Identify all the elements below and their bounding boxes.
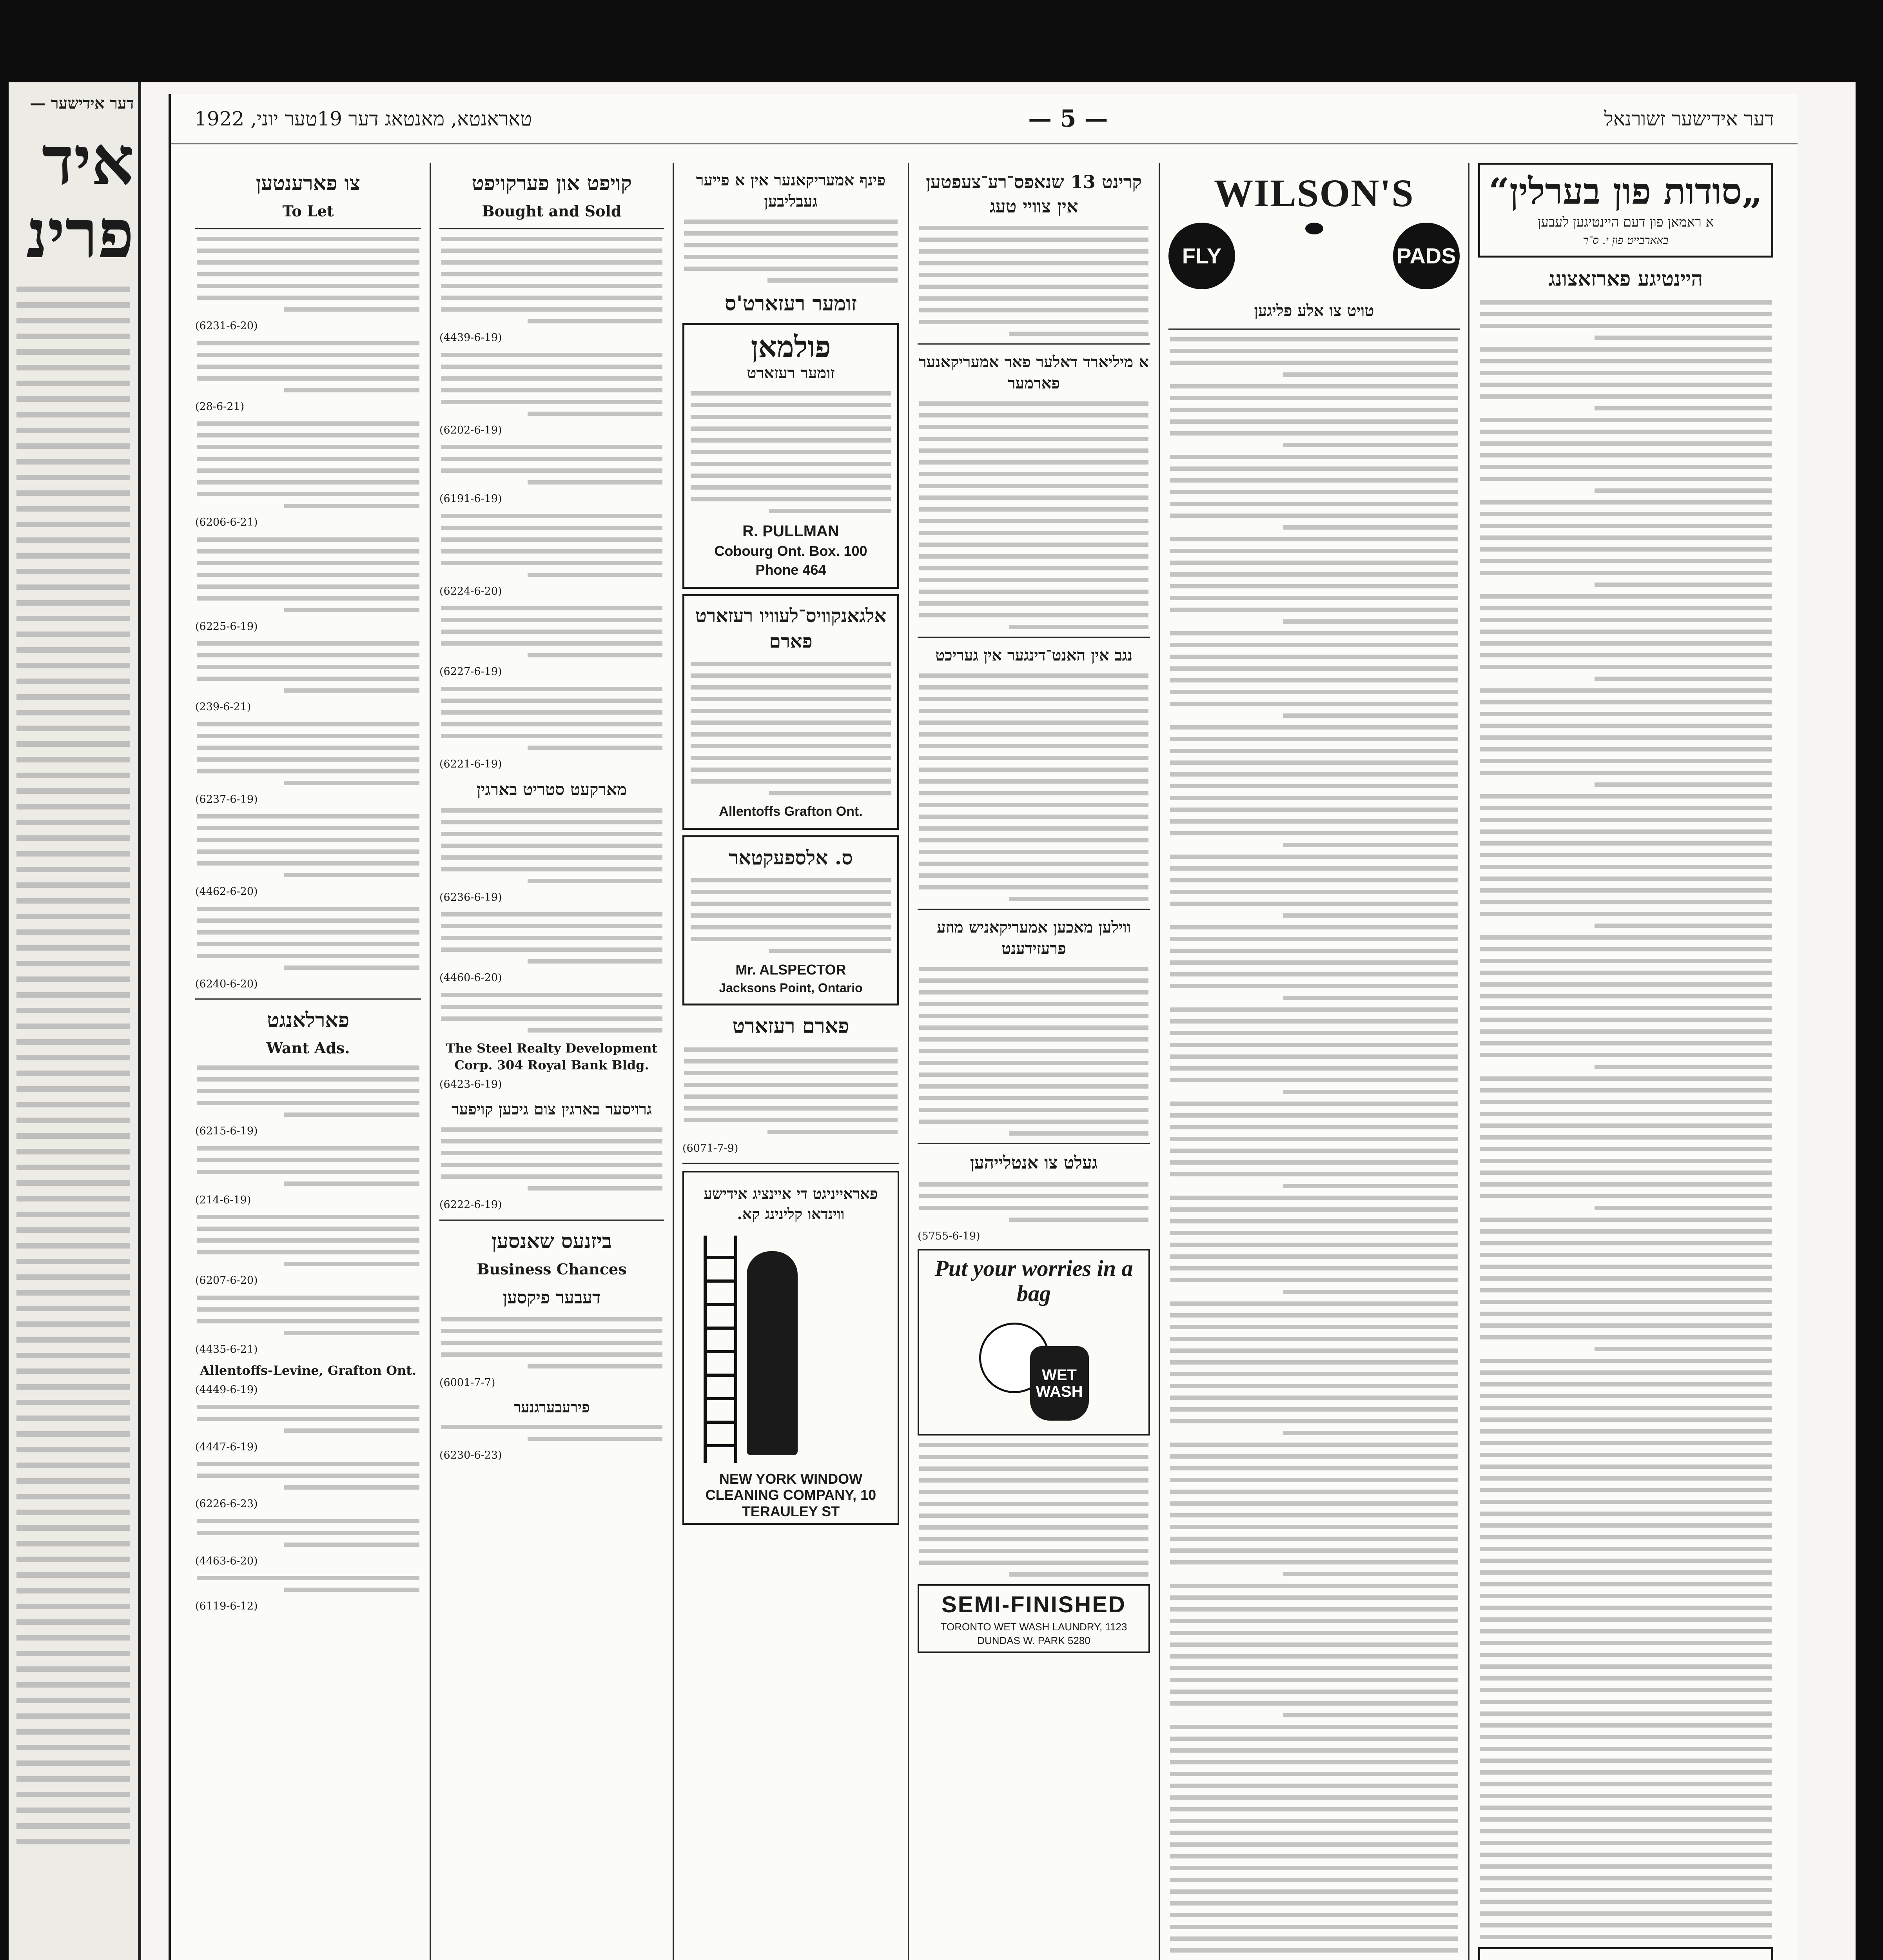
wilsons-tagline: טויט צו אלע פליגען [1254, 301, 1374, 320]
wilsons-brand: WILSON'S [1214, 171, 1414, 215]
classified-text [195, 341, 421, 392]
fire-headline: פינף אמעריקאנער אין א פייער געבליבען [696, 171, 886, 211]
classified-text [439, 1127, 664, 1191]
classified-text [439, 808, 664, 883]
divider [918, 909, 1150, 910]
semi-finished-ad [918, 1584, 1150, 1653]
classified-text [195, 1576, 421, 1592]
classified-id: (4462-6-20) [195, 886, 258, 898]
loan-notice-heading: געלט צו אנטלייהען [970, 1153, 1098, 1173]
fire-text [682, 220, 899, 283]
business-chances-heading: ביזנעס שאנסען [492, 1229, 612, 1253]
grocery-bargain-heading: גרויסער בארגין צום גיכען קויפער [451, 1100, 652, 1119]
alspector-text [689, 878, 893, 953]
divider [1168, 328, 1460, 330]
semi-finished-address: TORONTO WET WASH LAUNDRY, 1123 DUNDAS W. PARK 5280 [940, 1621, 1127, 1646]
news-text-2 [1168, 808, 1460, 1960]
to-let-heading: צו פארענטען [256, 171, 361, 195]
serial-heading-box [1478, 163, 1773, 258]
journal-ad-headline [1486, 1958, 1765, 1960]
classified-id: (6225-6-19) [195, 620, 258, 633]
classified-text [195, 1215, 421, 1266]
classified-id: (28-6-21) [195, 400, 245, 413]
classified-id: (4435-6-21) [195, 1343, 258, 1356]
steel-realty-ad: The Steel Realty Development Corp. 304 Royal Bank Bldg. [446, 1040, 658, 1073]
classified-text [195, 1146, 421, 1186]
viewer-top-border [0, 0, 1883, 82]
classified-id: (214-6-19) [195, 1194, 251, 1206]
classified-id: (6222-6-19) [439, 1199, 502, 1211]
classified-text [195, 237, 421, 312]
to-let-english: To Let [282, 202, 334, 220]
lake-resort-title: אלגאנקוויס־לעוויו רעזארט פארם [695, 605, 887, 652]
classified-text [439, 912, 664, 964]
columns-container [187, 163, 1782, 1960]
classified-id: (6240-6-20) [195, 978, 258, 990]
window-cleaning-ad [682, 1171, 899, 1525]
classified-id: (6215-6-19) [195, 1125, 258, 1138]
fur-heading: פירעבערגנער [513, 1398, 590, 1416]
window-cleaner-illustration [688, 1228, 894, 1471]
news-headline-4: ווילען מאכען אמעריקאניש מוזע פרעזידענט [937, 918, 1131, 958]
fly-badge: FLY [1168, 223, 1235, 289]
column-headlines [908, 163, 1159, 1960]
classified-text [195, 1405, 421, 1433]
classified-text [195, 1065, 421, 1117]
classified-text [439, 237, 664, 323]
fly-pads-badges [1168, 223, 1460, 289]
classified-text [195, 722, 421, 785]
adjacent-page-text [16, 287, 130, 1844]
folio-date: טאראנטא, מאנטאג דער 19טער יוני, 1922 [194, 107, 532, 130]
alspector-address: Jacksons Point, Ontario [719, 980, 863, 995]
bought-sold-heading: קויפט און פערקויפט [472, 171, 632, 195]
classified-id: (4439-6-19) [439, 332, 502, 344]
newspaper-page [169, 94, 1798, 1960]
classified-id: (6230-6-23) [439, 1449, 502, 1461]
viewer-right-border [1856, 0, 1883, 1960]
classified-id: (6206-6-21) [195, 516, 258, 529]
page-folio [171, 94, 1798, 145]
classified-id: (4460-6-20) [439, 972, 502, 984]
news-headline-3: נגב אין האנט־דינגער אין געריכט [935, 646, 1132, 665]
classified-text [439, 1425, 664, 1441]
classified-text [439, 353, 664, 416]
serial-subtitle: א ראמאן פון דעם היינטיגען לעבען [1537, 214, 1714, 230]
serial-section-heading: היינטיגע פארזאצונג [1548, 267, 1703, 291]
column-resorts [673, 163, 908, 1960]
wet-wash-text [918, 1443, 1150, 1577]
serial-title: „סודות פון בערלין“ [1489, 170, 1763, 212]
divider [195, 998, 421, 1000]
news-text-1 [1168, 337, 1460, 800]
classified-id: (6224-6-20) [439, 585, 502, 597]
divider [682, 1163, 899, 1164]
classified-id: (6001-7-7) [439, 1376, 495, 1389]
divider [439, 228, 664, 229]
classified-id: (6221-6-19) [439, 758, 502, 770]
news-headline-4-text [918, 967, 1150, 1136]
classified-id: (6207-6-20) [195, 1274, 258, 1287]
market-bargain-heading: מארקעט סטריט בארגין [476, 780, 627, 799]
classified-id: (4447-6-19) [195, 1441, 258, 1453]
news-headline-1-text [918, 226, 1150, 336]
classified-text [195, 1519, 421, 1547]
resorts-heading: זומער רעזארט'ס [724, 292, 857, 316]
bought-sold-english: Bought and Sold [482, 202, 622, 220]
news-headline-2-text [918, 401, 1150, 629]
divider [195, 228, 421, 229]
worries-title: Put your worries in a bag [934, 1256, 1133, 1306]
dever-heading: דעבער פיקסען [502, 1288, 601, 1308]
classified-text [439, 1317, 664, 1368]
classified-text [195, 1296, 421, 1335]
classified-text [439, 606, 664, 657]
classified-text [439, 687, 664, 750]
business-chances-english: Business Chances [477, 1260, 627, 1278]
classified-text [439, 514, 664, 577]
window-cleaner-figure [747, 1251, 798, 1455]
divider [918, 1143, 1150, 1144]
alspector-name: Mr. ALSPECTOR [735, 962, 846, 978]
alspector-heading: ס. אלספעקטאר [729, 846, 853, 869]
classified-text [195, 421, 421, 508]
folio-title: דער אידישער זשורנאל [1604, 107, 1774, 130]
classified-text [439, 993, 664, 1033]
classified-id: (6227-6-19) [439, 666, 502, 678]
want-ads-heading: פארלאנגט [267, 1008, 350, 1032]
ladder-icon [704, 1236, 737, 1463]
hebrew-journal-ad [1478, 1947, 1773, 1960]
classified-id: (6202-6-19) [439, 424, 502, 436]
classified-id: (4463-6-20) [195, 1555, 258, 1567]
classified-text [195, 537, 421, 612]
pullman-phone: Phone 464 [755, 562, 826, 578]
divider [439, 1220, 664, 1221]
fly-icon [1305, 223, 1323, 234]
farm-resort-text [682, 1047, 899, 1134]
loan-notice-text [918, 1182, 1150, 1222]
pullman-name: R. PULLMAN [742, 522, 839, 540]
news-headline-3-text [918, 673, 1150, 901]
window-cleaning-company: NEW YORK WINDOW CLEANING COMPANY, 10 TERAULEY ST [705, 1471, 876, 1519]
semi-finished-title: SEMI-FINISHED [942, 1592, 1126, 1617]
wet-wash-sack: WET WASH [1030, 1346, 1089, 1421]
news-headline-2: א מיליארד דאלער פאר אמעריקאנער פארמער [919, 353, 1149, 393]
alspector-ad [682, 835, 899, 1005]
adjacent-page-strip [9, 82, 141, 1960]
adjacent-page-headline-1: איד [42, 122, 134, 200]
farm-resort-id: (6071-7-9) [682, 1142, 738, 1155]
pullman-subtitle: זומער רעזארט [747, 363, 835, 382]
lake-resort-text [689, 662, 893, 795]
column-to-let [187, 163, 430, 1960]
classified-text [195, 1462, 421, 1490]
wet-wash-illustration [975, 1311, 1093, 1428]
pads-badge: PADS [1393, 223, 1460, 289]
window-cleaning-heading: פאראייניגט די איינציג אידישע ווינדאו קלינינג קא. [704, 1185, 878, 1223]
loan-notice-id: (5755-6-19) [918, 1230, 980, 1242]
column-serial-story [1468, 163, 1782, 1960]
classified-text [439, 445, 664, 485]
divider [918, 637, 1150, 638]
adjacent-page-headline-2: פרינ [26, 195, 134, 273]
farm-resort-heading: פארם רעזארט [732, 1014, 849, 1038]
classified-id: (6423-6-19) [439, 1078, 502, 1091]
column-news [1159, 163, 1468, 1960]
pullman-ad [682, 323, 899, 589]
pullman-title: פולמאן [751, 330, 831, 364]
page-number: — 5 — [1028, 105, 1108, 132]
classified-id: (6226-6-23) [195, 1498, 258, 1510]
viewer-left-border [0, 0, 9, 1960]
wet-wash-ad [918, 1249, 1150, 1436]
column-bought-sold [430, 163, 673, 1960]
divider [918, 343, 1150, 345]
serial-author: באארבייט פון י. ס־ר [1583, 234, 1669, 247]
allentoffs-levine-ad: Allentoffs-Levine, Grafton Ont. [200, 1363, 417, 1378]
classified-id: (6231-6-20) [195, 320, 258, 332]
news-headline-1: קרינט 13 שנאפס־רע־צעפטען אין צוויי טעג [926, 171, 1142, 217]
classified-id: (6236-6-19) [439, 891, 502, 904]
serial-body-text [1478, 300, 1773, 1939]
classified-id: (239-6-21) [195, 701, 251, 713]
lake-resort-ad [682, 594, 899, 829]
allentoffs-address: Allentoffs Grafton Ont. [719, 804, 863, 819]
wilsons-fly-pads-ad [1168, 163, 1460, 293]
classified-id: (4449-6-19) [195, 1384, 258, 1396]
classified-text [195, 907, 421, 970]
classified-text [195, 641, 421, 693]
adjacent-page-folio: דער אידישער — [30, 94, 134, 113]
classified-id: (6237-6-19) [195, 793, 258, 806]
classified-id: (6119-6-12) [195, 1600, 258, 1613]
classified-text [195, 814, 421, 877]
want-ads-english: Want Ads. [266, 1039, 350, 1057]
pullman-text [689, 391, 893, 513]
classified-id: (6191-6-19) [439, 493, 502, 505]
pullman-address: Cobourg Ont. Box. 100 [714, 543, 867, 559]
